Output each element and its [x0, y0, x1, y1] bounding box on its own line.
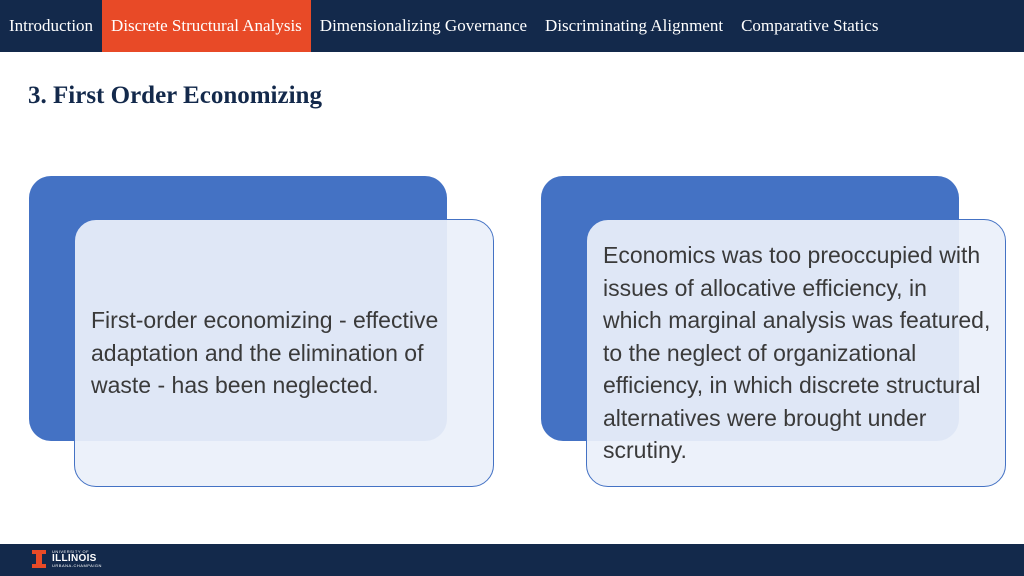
footer-bar — [0, 544, 1024, 576]
slide-title: 3. First Order Economizing — [28, 82, 322, 109]
tab-introduction[interactable]: Introduction — [9, 16, 94, 35]
tab-discrete-structural-analysis[interactable]: Discrete Structural Analysis — [102, 0, 311, 52]
block-i-icon — [32, 550, 46, 568]
logo-top-text: UNIVERSITY OF — [52, 549, 90, 554]
tab-discriminating-alignment[interactable]: Discriminating Alignment — [545, 16, 724, 35]
logo-main-text: ILLINOIS — [52, 553, 97, 564]
card-right-text: Economics was too preoccupied with issues of allocative efficiency, in which marginal analysis was featured, to the neglect of organizational efficiency, in which discrete structural alternatives were brought under scrutiny. — [603, 242, 991, 464]
card-right — [586, 219, 1006, 487]
card-left-text: First-order economizing - effective adaptation and the elimination of waste - has been neglected. — [91, 307, 439, 399]
tab-dimensionalizing-governance[interactable]: Dimensionalizing Governance — [319, 16, 528, 35]
tab-comparative-statics[interactable]: Comparative Statics — [741, 16, 879, 35]
top-navigation — [0, 0, 1024, 52]
logo-sub-text: URBANA-CHAMPAIGN — [52, 563, 102, 568]
university-logo — [32, 550, 102, 568]
card-left — [74, 219, 494, 487]
